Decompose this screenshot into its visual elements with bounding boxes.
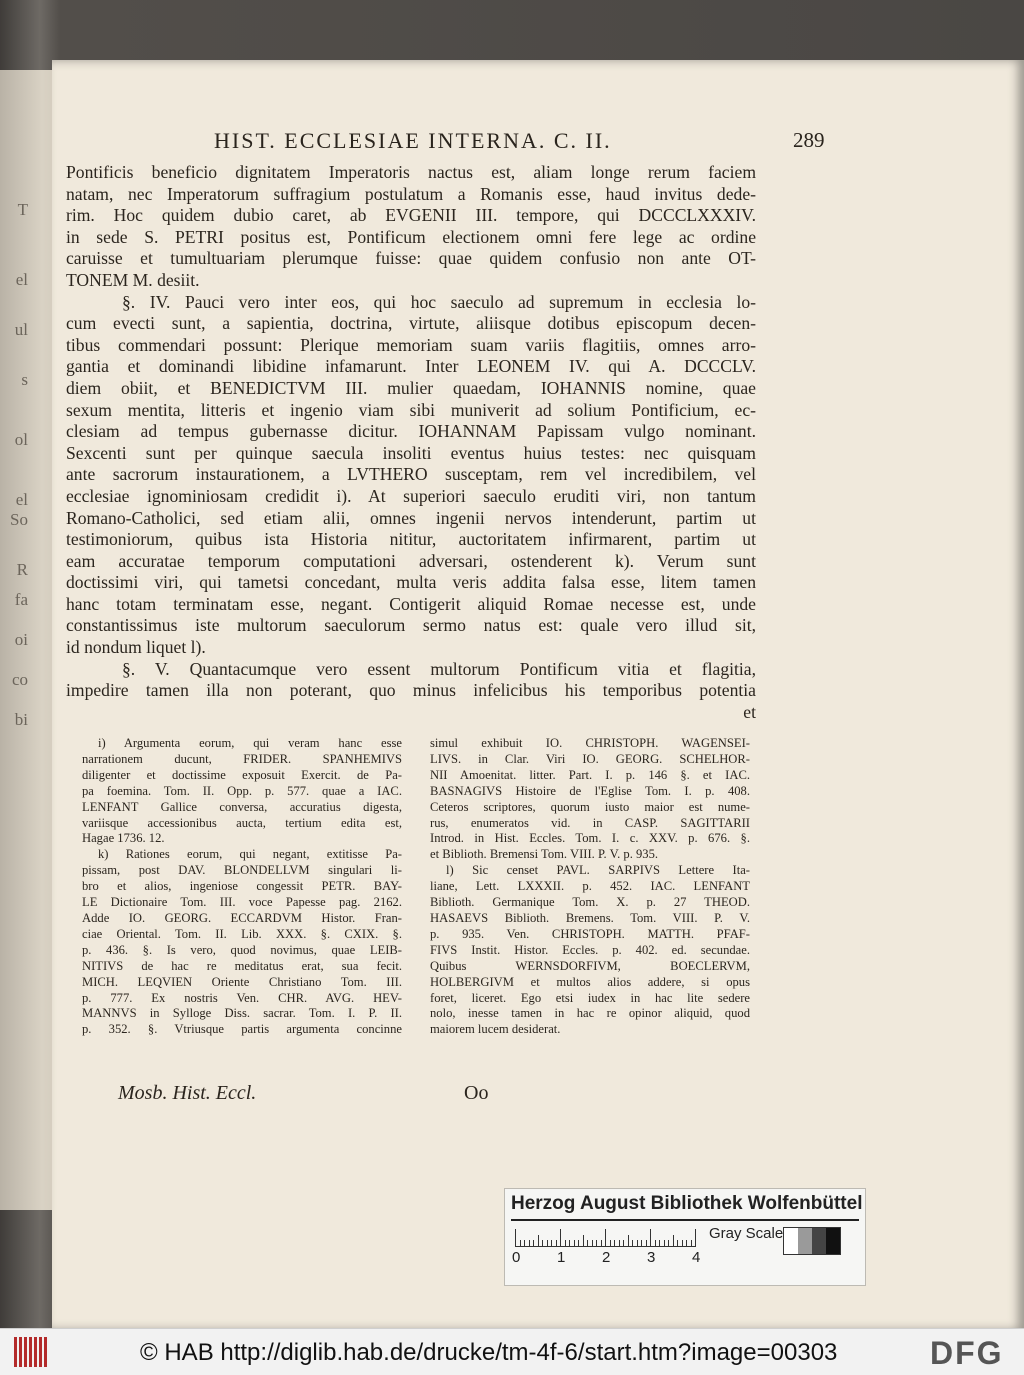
footnote-line: p. 935. Ven. CHRISTOPH. MATTH. PFAF- — [430, 926, 750, 941]
ruler-tick — [565, 1240, 566, 1247]
footnote-line: ciae Oriental. Tom. II. Lib. XXX. §. CXIX. §. — [82, 926, 402, 941]
text-line: Sexcenti sunt per quinque saecula insoliti eventus huius testes: nec quisquam — [66, 442, 756, 463]
footnotes-right-column — [430, 736, 750, 1038]
footnote-line: maiorem lucem desiderat. — [430, 1022, 561, 1037]
footnote-line: NITIVS de hac re meditatus erat, sua fecit. — [82, 958, 402, 973]
adjacent-page-fragment: bi — [14, 710, 28, 729]
ruler-tick — [601, 1240, 602, 1247]
footnote-line: Ceteros scriptores, quorum iusto maior est nume- — [430, 799, 750, 814]
footnote-line: MANNVS in Sylloge Diss. sacrar. Tom. I. P. II. — [82, 1006, 402, 1021]
ruler-number: 2 — [602, 1249, 611, 1266]
footnote-line: NII Amoenitat. litter. Part. I. p. 146 §. et IAC. — [430, 767, 750, 782]
footnote-line: p. 436. §. Is vero, quod novimus, quae LEIB- — [82, 942, 402, 957]
adjacent-page-fragment: So — [10, 510, 28, 529]
ruler-tick — [641, 1240, 642, 1247]
text-line: §. V. Quantacumque vero essent multorum Pontificum vitia et flagitia, — [122, 658, 756, 679]
logo-stripe — [39, 1337, 42, 1367]
adjacent-page-fragment: T — [17, 200, 28, 219]
running-head: HIST. ECCLESIAE INTERNA. C. II. — [214, 128, 612, 153]
footnote-line: i) Argumenta eorum, qui veram hanc esse — [98, 736, 402, 750]
adjacent-page-fragment: el — [15, 270, 28, 289]
logo-stripe — [29, 1337, 32, 1367]
ruler-tick — [610, 1240, 611, 1247]
logo-stripe — [24, 1337, 27, 1367]
ruler-tick — [560, 1229, 561, 1247]
text-line: hanc totam terminatam esse, negant. Contigerit aliquid Romae necesse est, unde — [66, 593, 756, 614]
ruler-tick — [592, 1240, 593, 1247]
ruler-tick — [574, 1240, 575, 1247]
logo-stripe — [44, 1337, 47, 1367]
ruler-tick — [655, 1240, 656, 1247]
footnote-line: Biblioth. Germanique Tom. X. p. 27 THEOD. — [430, 895, 750, 910]
adjacent-page-fragment: oi — [14, 630, 28, 649]
ruler-tick — [551, 1240, 552, 1247]
viewer-footer — [0, 1328, 1024, 1375]
ruler-tick — [578, 1240, 579, 1247]
ruler-tick — [520, 1240, 521, 1247]
text-line: §. IV. Pauci vero inter eos, qui hoc saeculo ad supremum in ecclesia lo- — [122, 291, 756, 312]
page-number: 289 — [793, 128, 825, 152]
ruler-tick — [569, 1240, 570, 1247]
gray-swatch — [784, 1228, 798, 1254]
ruler-number: 0 — [512, 1249, 521, 1266]
ruler-tick — [583, 1235, 584, 1247]
gathering-signature: Oo — [464, 1082, 489, 1104]
footnote-line: narrationem ducunt, FRIDER. SPANHEMIVS — [82, 751, 402, 766]
ruler-tick — [686, 1240, 687, 1247]
ruler-tick — [529, 1240, 530, 1247]
ruler-tick — [542, 1240, 543, 1247]
gray-swatch — [826, 1228, 840, 1254]
ruler-number: 4 — [692, 1249, 701, 1266]
copyright-url[interactable]: © HAB http://diglib.hab.de/drucke/tm-4f-6/start.htm?image=00303 — [140, 1339, 838, 1366]
adjacent-page-fragment: fa — [14, 590, 28, 609]
library-name: Herzog August Bibliothek Wolfenbüttel — [511, 1193, 859, 1221]
ruler-tick — [515, 1229, 516, 1247]
text-line: Pontificis beneficio dignitatem Imperatoris nactus est, aliam longe rerum faciem — [66, 162, 756, 182]
ruler-tick — [695, 1229, 696, 1247]
text-line: doctissimi viri, qui tametsi concedant, multa veris addita falsa esse, litem tamen — [66, 572, 756, 593]
book-page — [52, 60, 1024, 1328]
footnote-line: LENFANT Gallice conversa, accuratius digesta, — [82, 799, 402, 814]
text-line: impedire tamen illa non poterant, quo minus infelicibus his temporibus potentia — [66, 680, 756, 701]
footnote-line: bro et alios, ingeniose congessit PETR. BAY- — [82, 879, 402, 894]
footnote-line: p. 777. Ex nostris Ven. CHR. AVG. HEV- — [82, 990, 402, 1005]
text-line: cum evecti sunt, a sapientia, doctrina, virtute, aliisque dotibus episcopum decen- — [66, 313, 756, 334]
ruler-tick — [673, 1235, 674, 1247]
footnote-line: Quibus WERNSDORFIVM, BOECLERVM, — [430, 958, 750, 973]
ruler-tick — [650, 1229, 651, 1247]
text-line: TONEM M. desiit. — [66, 269, 200, 290]
ruler-tick — [556, 1240, 557, 1247]
ruler-tick — [664, 1240, 665, 1247]
adjacent-page-fragment: ol — [14, 430, 28, 449]
text-line: Romano-Catholici, sed etiam alii, omnes ingenii nervos intenderunt, partim ut — [66, 507, 756, 528]
footnote-line: pa foemina. Tom. II. Opp. p. 577. quae a IAC. — [82, 783, 402, 798]
text-line: sexum mentita, litteris et ingenio viam sibi muniverit ad solium Pontificium, ec- — [66, 399, 756, 420]
ruler-tick — [682, 1240, 683, 1247]
text-line: caruisse et tumultuariam plerumque fuisse: quae quidem confusio non ante OT- — [66, 248, 756, 269]
ruler-tick — [628, 1235, 629, 1247]
footnote-line: LE Dictionaire Tom. III. voce Papesse pag. 2162. — [82, 895, 402, 910]
text-line: rim. Hoc quidem dubio caret, ab EVGENII III. tempore, qui DCCCLXXXIV. — [66, 205, 756, 226]
text-line: tibus commendari possunt: Plerique memoriam suam variis flagitiis, omnes arro- — [66, 334, 756, 355]
text-line: id nondum liquet l). — [66, 637, 206, 658]
ruler-tick — [646, 1240, 647, 1247]
ruler-tick — [547, 1240, 548, 1247]
footnote-line: HOLBERGIVM et multos alios addere, si opus — [430, 974, 750, 989]
ruler-tick — [538, 1235, 539, 1247]
footnote-line: simul exhibuit IO. CHRISTOPH. WAGENSEI- — [430, 736, 750, 750]
logo-stripe — [19, 1337, 22, 1367]
gray-swatch — [798, 1228, 812, 1254]
logo-stripe — [14, 1337, 17, 1367]
text-line: gantia et dominandi libidine infamarunt. Inter LEONEM IV. qui A. DCCCLV. — [66, 356, 756, 377]
text-line: eam accuratae temporum computationi adversari, ostenderent k). Verum sunt — [66, 550, 756, 571]
footnote-line: FIVS Instit. Histor. Eccles. p. 402. ed. secundae. — [430, 942, 750, 957]
ruler-tick — [677, 1240, 678, 1247]
footnote-line: BASNAGIVS Histoire de l'Eglise Tom. I. p. 408. — [430, 783, 750, 798]
footnotes-left-column — [82, 736, 402, 1038]
adjacent-page-fragment: ul — [14, 320, 28, 339]
hab-logo-icon[interactable] — [14, 1337, 48, 1367]
adjacent-page-fragment: s — [21, 370, 28, 389]
ruler-tick — [623, 1240, 624, 1247]
dfg-logo[interactable]: DFG — [930, 1335, 1004, 1371]
footnote-line: liane, Lett. LXXXII. p. 452. IAC. LENFANT — [430, 879, 750, 894]
footnote-line: nolo, inesse tamen in hac re opinor aliquid, quod — [430, 1006, 750, 1021]
text-line: ecclesiae ignominiosam credidit i). At superiori saeculo eruditi viri, non tantum — [66, 485, 756, 506]
footnote-line: rus, enumeratos vid. in CASP. SAGITTARII — [430, 815, 750, 830]
text-line: natam, nec Imperatorum suffragium postulatum a Romanis esse, haud invitus dede- — [66, 183, 756, 204]
ruler-tick — [691, 1240, 692, 1247]
footnote-line: p. 352. §. Vtriusque partis argumenta concinne — [82, 1022, 402, 1037]
gray-scale-swatches — [783, 1227, 841, 1255]
footnote-line: Hagae 1736. 12. — [82, 831, 165, 846]
footnote-line: et Biblioth. Bremensi Tom. VIII. P. V. p. 935. — [430, 847, 659, 862]
ruler-tick — [668, 1240, 669, 1247]
text-line: ante sacrorum instaurationem, a LVTHERO susceptam, rem vel incredibilem, vel — [66, 464, 756, 485]
adjacent-page-fragment: el — [15, 490, 28, 509]
ruler-tick — [533, 1240, 534, 1247]
footnote-line: l) Sic censet PAVL. SARPIVS Lettere Ita- — [446, 863, 750, 878]
footnote-line: variisque accessionibus aucta, tertium edita est, — [82, 815, 402, 830]
ruler-number: 3 — [647, 1249, 656, 1266]
text-line: diem obiit, et BENEDICTVM III. mulier quaedam, IOHANNIS nomine, quae — [66, 377, 756, 398]
ruler-tick — [659, 1240, 660, 1247]
adjacent-page-fragment: co — [11, 670, 28, 689]
text-line: clesiam ad tempus gubernasse dicitur. IOHANNAM Papissam vulgo nominant. — [66, 421, 756, 442]
ruler-tick — [587, 1240, 588, 1247]
footnote-line: k) Rationes eorum, qui negant, extitisse Pa- — [98, 847, 402, 862]
ruler-tick — [524, 1240, 525, 1247]
text-line: testimoniorum, quibus ista Historia nititur, auctoritatem infirmarent, partim ut — [66, 529, 756, 550]
catchword: et — [743, 701, 756, 722]
text-line: in sede S. PETRI positus est, Pontificum electionem omni fere lege ac ordine — [66, 226, 756, 247]
footnote-line: MICH. LEQVIEN Oriente Christiano Tom. III. — [82, 974, 402, 989]
signature-line: Mosb. Hist. Eccl. — [118, 1082, 257, 1104]
ruler-tick — [605, 1229, 606, 1247]
ruler-number: 1 — [557, 1249, 566, 1266]
footnote-line: foret, liceret. Ego etsi iudex in hac lite sedere — [430, 990, 750, 1005]
footnote-line: Introd. in Hist. Eccles. Tom. I. c. XXV. p. 676. §. — [430, 831, 750, 846]
adjacent-page-fragment: R — [16, 560, 28, 579]
color-calibration-label — [504, 1188, 866, 1286]
ruler-tick — [596, 1240, 597, 1247]
logo-stripe — [34, 1337, 37, 1367]
footnote-line: LIVS. in Clar. Viri IO. GEORG. SCHELHOR- — [430, 751, 750, 766]
main-text — [66, 162, 756, 723]
footnote-line: Adde IO. GEORG. ECCARDVM Histor. Fran- — [82, 910, 402, 925]
ruler-tick — [632, 1240, 633, 1247]
gray-swatch — [812, 1228, 826, 1254]
gray-scale-label: Gray Scale — [709, 1225, 784, 1242]
footnote-line: diligenter et doctissime exposuit Exercit. de Pa- — [82, 767, 402, 782]
ruler-tick — [614, 1240, 615, 1247]
text-line: constantissimus iste multorum saeculorum sermo natus est: quale vero illud sit, — [66, 615, 756, 636]
footnote-line: HASAEVS Biblioth. Bremens. Tom. VIII. P. V. — [430, 910, 750, 925]
ruler-tick — [637, 1240, 638, 1247]
footnote-line: pissam, post DAV. BLONDELLVM singulari li- — [82, 863, 402, 878]
scale-ruler — [512, 1223, 705, 1266]
ruler-tick — [619, 1240, 620, 1247]
